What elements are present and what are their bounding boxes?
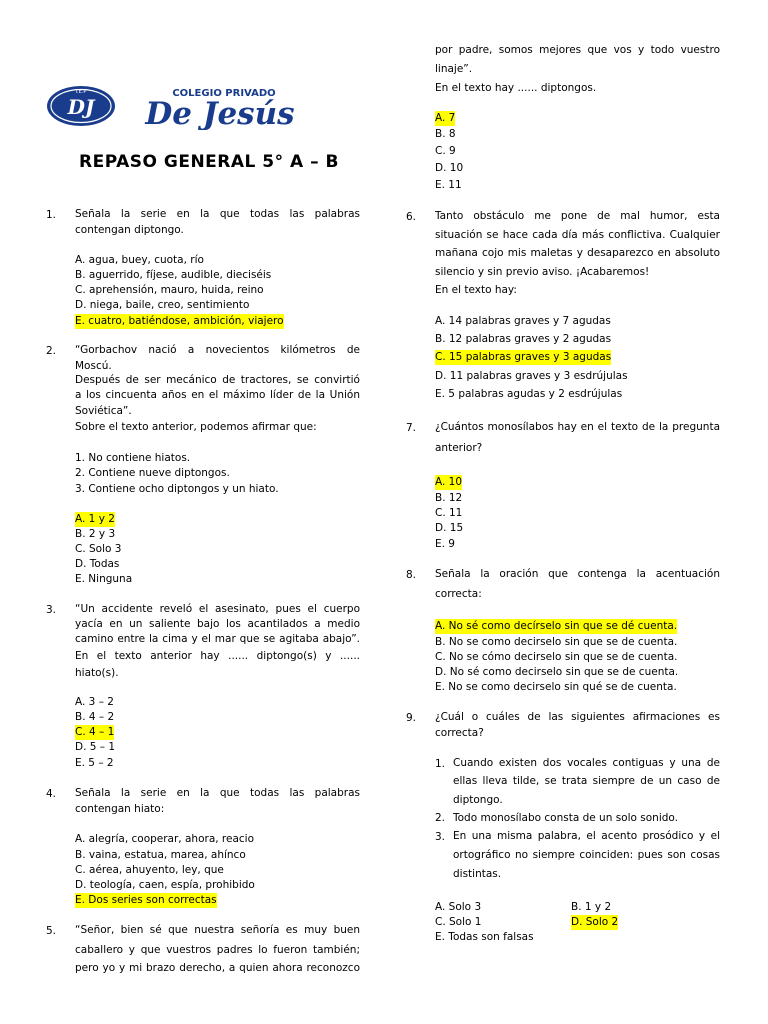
q4-option: C. aérea, ahuyento, ley, que xyxy=(75,864,224,876)
q2-option-answer: A. 1 y 2 xyxy=(75,513,115,525)
logo-seal-icon xyxy=(46,84,322,130)
q4-option: D. teología, caen, espía, prohibido xyxy=(75,879,255,891)
q5-stem-line: linaje”. xyxy=(435,63,473,75)
q8-option: D. No sé como decirselo sin que se de cuenta. xyxy=(435,666,679,678)
q8-option: B. No se como decirselo sin que se de cuenta. xyxy=(435,636,678,648)
q9-statement-line: Todo monosílabo consta de un solo sonido. xyxy=(453,812,678,824)
q9-statement-number: 2. xyxy=(435,812,446,824)
q7-option: B. 12 xyxy=(435,492,463,504)
q9-statement-line: Cuando existen dos vocales contiguas y una de xyxy=(453,757,720,769)
q7-option: C. 11 xyxy=(435,507,463,519)
q9-option: E. Todas son falsas xyxy=(435,931,534,943)
q5-stem-line: En el texto hay ...... diptongos. xyxy=(435,82,597,94)
q3-stem-line: “Un accidente reveló el asesinato, pues el cuerpo xyxy=(75,603,360,615)
school-logo xyxy=(46,84,322,130)
q6-stem-line: mañana cojo mis maletas y desaparezco en absoluto xyxy=(435,247,720,259)
q8-option: E. No se como decirselo sin qué se de cuenta. xyxy=(435,681,677,693)
q9-statement-line: diptongo. xyxy=(453,794,503,806)
q2-option: E. Ninguna xyxy=(75,573,133,585)
q9-statement-line: En una misma palabra, el acento prosódico y el xyxy=(453,830,720,842)
q1-option: B. aguerrido, fíjese, audible, dieciséis xyxy=(75,269,272,281)
q5-option: D. 10 xyxy=(435,162,464,174)
q4-option-answer: E. Dos series son correctas xyxy=(75,894,217,906)
q1-stem-line: contengan diptongo. xyxy=(75,224,184,236)
page-title: REPASO GENERAL 5° A – B xyxy=(79,152,339,172)
q2-statement: 1. No contiene hiatos. xyxy=(75,452,191,464)
q1-option: D. niega, baile, creo, sentimiento xyxy=(75,299,250,311)
q2-option: C. Solo 3 xyxy=(75,543,122,555)
q8-option: C. No se cómo decirselo sin que se de cuenta. xyxy=(435,651,678,663)
q5-option: B. 8 xyxy=(435,128,456,140)
q5-number: 5. xyxy=(46,925,57,937)
q3-stem-line: hiato(s). xyxy=(75,667,119,679)
q8-stem-line: Señala la oración que contenga la acentuación xyxy=(435,568,720,580)
q6-number: 6. xyxy=(406,211,417,223)
logo-seal-letters: DJ xyxy=(67,95,95,119)
q5-stem-line: “Señor, bien sé que nuestra señoría es muy buen xyxy=(75,924,360,936)
q3-stem-line: En el texto anterior hay ...... diptongo(s) y ...... xyxy=(75,650,360,662)
q5-option-answer: A. 7 xyxy=(435,112,456,124)
q6-option: D. 11 palabras graves y 3 esdrújulas xyxy=(435,370,628,382)
logo-seal-small: I.E.P xyxy=(75,89,87,95)
q2-stem-line: a los cincuenta años en el máximo líder de la Unión xyxy=(75,389,360,401)
q3-option: A. 3 – 2 xyxy=(75,696,114,708)
q6-stem-line: situación se hace cada día más conflictiva. Cualquier xyxy=(435,229,720,241)
q4-option: A. alegría, cooperar, ahora, reacio xyxy=(75,833,255,845)
q8-stem-line: correcta: xyxy=(435,588,482,600)
q9-stem-line: ¿Cuál o cuáles de las siguientes afirmaciones es xyxy=(435,711,720,723)
q5-option: E. 11 xyxy=(435,179,462,191)
q9-statement-line: ellas lleva tilde, se trata siempre de un caso de xyxy=(453,775,720,787)
q8-option-answer: A. No sé como decírselo sin que se dé cuenta. xyxy=(435,620,678,632)
q1-stem-line: Señala la serie en la que todas las palabras xyxy=(75,208,360,220)
q4-number: 4. xyxy=(46,788,57,800)
q1-option: A. agua, buey, cuota, río xyxy=(75,254,204,266)
q7-number: 7. xyxy=(406,422,417,434)
q7-option: E. 9 xyxy=(435,538,455,550)
q5-stem-line: pero yo y mi brazo derecho, a quien ahora reconozco xyxy=(75,962,360,974)
q6-option: E. 5 palabras agudas y 2 esdrújulas xyxy=(435,388,623,400)
q4-stem-line: contengan hiato: xyxy=(75,803,165,815)
q7-stem-line: anterior? xyxy=(435,442,483,454)
q6-stem-line: Tanto obstáculo me pone de mal humor, esta xyxy=(435,210,720,222)
q9-option: C. Solo 1 xyxy=(435,916,482,928)
q4-stem-line: Señala la serie en la que todas las palabras xyxy=(75,787,360,799)
q4-option: B. vaina, estatua, marea, ahínco xyxy=(75,849,246,861)
q2-stem-line: Soviética”. xyxy=(75,405,132,417)
q9-stem-line: correcta? xyxy=(435,727,484,739)
q2-stem-line: Después de ser mecánico de tractores, se convirtió xyxy=(75,374,360,386)
q3-option-answer: C. 4 – 1 xyxy=(75,726,115,738)
q7-option: D. 15 xyxy=(435,522,464,534)
logo-school-name: De Jesús xyxy=(145,96,295,130)
q9-option: A. Solo 3 xyxy=(435,901,482,913)
q3-option: E. 5 – 2 xyxy=(75,757,114,769)
q9-statement-number: 3. xyxy=(435,831,446,843)
q3-option: D. 5 – 1 xyxy=(75,741,116,753)
q2-number: 2. xyxy=(46,345,57,357)
q2-statement: 3. Contiene ocho diptongos y un hiato. xyxy=(75,483,279,495)
logo-school-top: COLEGIO PRIVADO xyxy=(172,88,276,99)
q6-option: A. 14 palabras graves y 7 agudas xyxy=(435,315,611,327)
q6-stem-line: silencio y sin previo aviso. ¡Acabaremos! xyxy=(435,266,650,278)
q7-stem-line: ¿Cuántos monosílabos hay en el texto de la pregunta xyxy=(435,421,720,433)
q3-number: 3. xyxy=(46,604,57,616)
q9-statement-number: 1. xyxy=(435,758,446,770)
q5-option: C. 9 xyxy=(435,145,456,157)
q9-option: B. 1 y 2 xyxy=(571,901,612,913)
q1-option-answer: E. cuatro, batiéndose, ambición, viajero xyxy=(75,315,284,327)
q8-number: 8. xyxy=(406,569,417,581)
q3-option: B. 4 – 2 xyxy=(75,711,115,723)
q5-stem-line: por padre, somos mejores que vos y todo vuestro xyxy=(435,44,720,56)
q2-statement: 2. Contiene nueve diptongos. xyxy=(75,467,230,479)
q6-option-answer: C. 15 palabras graves y 3 agudas xyxy=(435,351,612,363)
q5-stem-line: caballero y que vuestros padres lo fueron también; xyxy=(75,944,360,956)
q2-stem-line: “Gorbachov nació a novecientos kilómetros de xyxy=(75,344,360,356)
q9-option-answer: D. Solo 2 xyxy=(571,916,619,928)
q3-stem-line: yacía en un saliente bajo los acantilados a medio xyxy=(75,618,360,630)
q2-stem-line: Sobre el texto anterior, podemos afirmar que: xyxy=(75,421,317,433)
q1-number: 1. xyxy=(46,209,57,221)
q9-statement-line: ortográfico no siempre coinciden: pues son cosas xyxy=(453,849,720,861)
q1-option: C. aprehensión, mauro, huida, reino xyxy=(75,284,264,296)
q7-option-answer: A. 10 xyxy=(435,476,463,488)
q6-stem-line: En el texto hay: xyxy=(435,284,517,296)
q2-stem-line: Moscú. xyxy=(75,360,112,372)
q2-option: D. Todas xyxy=(75,558,120,570)
q6-option: B. 12 palabras graves y 2 agudas xyxy=(435,333,612,345)
q3-stem-line: camino entre la cima y el mar que se agitaba abajo”. xyxy=(75,633,360,645)
q9-statement-line: distintas. xyxy=(453,868,502,880)
q2-option: B. 2 y 3 xyxy=(75,528,116,540)
q9-number: 9. xyxy=(406,712,417,724)
